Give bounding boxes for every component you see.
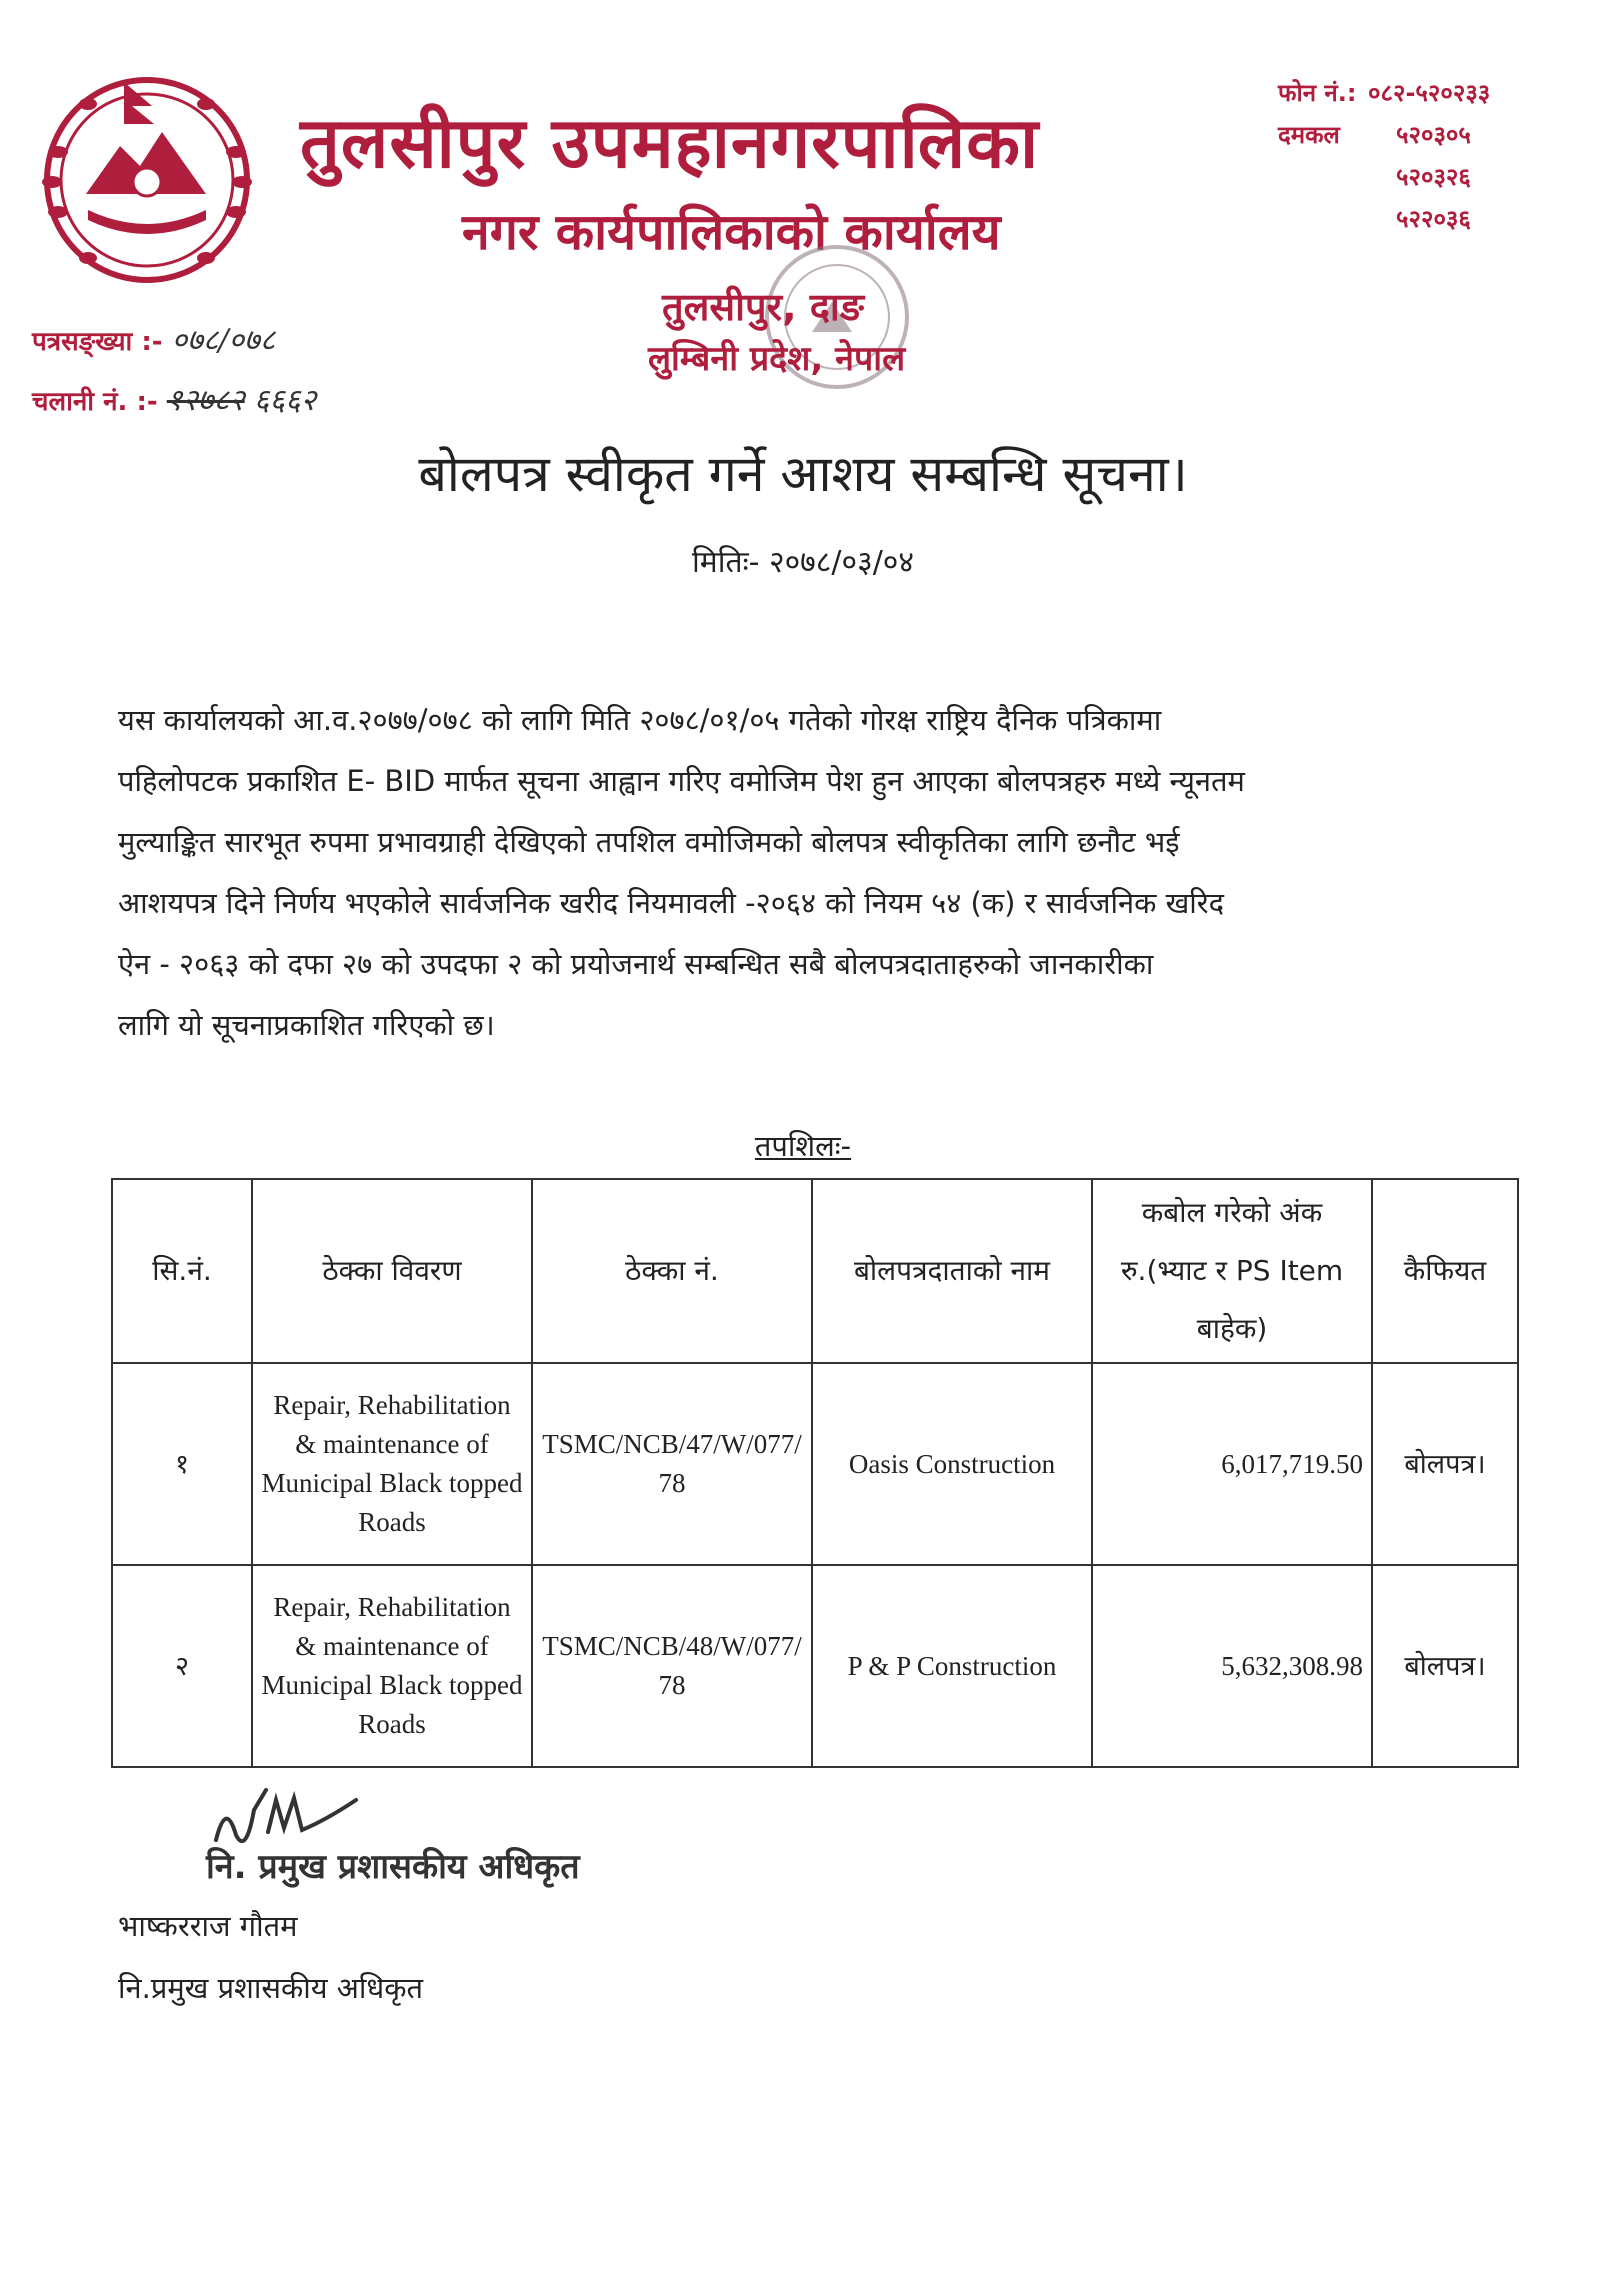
body-line: मुल्याङ्कित सारभूत रुपमा प्रभावग्राही देखिएको तपशिल वमोजिमको बोलपत्र स्वीकृतिका लागि छनौट भई — [118, 825, 1180, 859]
cell-bidder-name: P & P Construction — [812, 1565, 1092, 1767]
cell-remarks: बोलपत्र। — [1372, 1363, 1518, 1565]
table-row — [112, 1363, 1518, 1565]
body-line: आशयपत्र दिने निर्णय भएकोले सार्वजनिक खरीद नियमावली -२०६४ को नियम ५४ (क) र सार्वजनिक खरिद — [118, 886, 1225, 920]
details-heading-wrap — [0, 1126, 1606, 1165]
notice-date: मितिः- २०७८/०३/०४ — [691, 545, 915, 580]
body-line: ऐन - २०६३ को दफा २७ को उपदफा २ को प्रयोजनार्थ सम्बन्धित सबै बोलपत्रदाताहरुको जानकारीका — [118, 947, 1154, 981]
cell-remarks: बोलपत्र। — [1372, 1565, 1518, 1767]
phone-label: फोन नं.: — [1278, 79, 1357, 107]
cell-sn: १ — [112, 1363, 252, 1565]
cell-bid-amount: 6,017,719.50 — [1092, 1363, 1372, 1565]
chalani-struck-value: १२७८२ — [166, 383, 245, 418]
cell-description: Repair, Rehabilitation & maintenance of Municipal Black topped Roads — [252, 1363, 532, 1565]
phone-label — [1278, 198, 1396, 240]
address-city: तुलसीपुर, दाङ — [662, 285, 864, 329]
nepal-emblem-logo — [28, 62, 266, 288]
patra-label: पत्रसङ्ख्या :- — [32, 327, 163, 357]
phone-number: ०८२-५२०२३३ — [1368, 79, 1491, 107]
notice-body — [118, 690, 1508, 1056]
header-bid-amount — [1092, 1179, 1372, 1363]
chalani-label: चलानी नं. :- — [32, 387, 158, 417]
notice-title: बोलपत्र स्वीकृत गर्ने आशय सम्बन्धि सूचना। — [418, 445, 1188, 503]
phone-block — [1278, 72, 1490, 240]
chalani-line — [32, 378, 316, 419]
phone-row — [1278, 72, 1490, 114]
header-amount-line: कबोल गरेको अंक — [1141, 1196, 1323, 1229]
header-contract-no: ठेक्का नं. — [532, 1179, 812, 1363]
patra-value: ०७८/०७८ — [171, 323, 276, 358]
header-description: ठेक्का विवरण — [252, 1179, 532, 1363]
header-sn: सि.नं. — [112, 1179, 252, 1363]
header-bidder-name: बोलपत्रदाताको नाम — [812, 1179, 1092, 1363]
chalani-value: ६६६२ — [253, 383, 317, 418]
cell-bidder-name: Oasis Construction — [812, 1363, 1092, 1565]
header-amount-line: रु.(भ्याट र PS Item — [1120, 1254, 1344, 1287]
body-line: पहिलोपटक प्रकाशित E- BID मार्फत सूचना आह्वान गरिए वमोजिम पेश हुन आएका बोलपत्रहरु मध्ये न्यूनतम — [118, 764, 1245, 798]
phone-number: ५२२०३६ — [1396, 205, 1471, 233]
patra-sankhya-line — [32, 318, 275, 359]
details-heading: तपशिलः- — [754, 1129, 852, 1163]
signatory-name: भाष्कर‍राज गौतम — [118, 1909, 298, 1943]
phone-label — [1278, 156, 1396, 198]
body-line: यस कार्यालयको आ.व.२०७७/०७८ को लागि मिति २०७८/०१/०५ गतेको गोरक्ष राष्ट्रिय दैनिक पत्रिकामा — [118, 703, 1162, 737]
table-header-row — [112, 1179, 1518, 1363]
bid-details-table — [111, 1178, 1519, 1768]
phone-row — [1278, 156, 1490, 198]
signatory-designation: नि.प्रमुख प्रशासकीय अधिकृत — [118, 1971, 424, 2005]
signature-stamp-title: नि. प्रमुख प्रशासकीय अधिकृत — [206, 1847, 580, 1887]
cell-contract-no: TSMC/NCB/48/W/077/78 — [532, 1565, 812, 1767]
address-province: लुम्बिनी प्रदेश, नेपाल — [648, 339, 906, 379]
header-remarks: कैफियत — [1372, 1179, 1518, 1363]
office-subtitle: नगर कार्यपालिकाको कार्यालय — [462, 203, 1001, 261]
header-amount-line: बाहेक) — [1196, 1312, 1268, 1345]
cell-sn: २ — [112, 1565, 252, 1767]
phone-number: ५२०३२६ — [1396, 163, 1471, 191]
office-name: तुलसीपुर उपमहानगरपालिका — [300, 102, 1040, 184]
phone-number: ५२०३०५ — [1396, 121, 1471, 149]
cell-bid-amount: 5,632,308.98 — [1092, 1565, 1372, 1767]
cell-contract-no: TSMC/NCB/47/W/077/78 — [532, 1363, 812, 1565]
table-row — [112, 1565, 1518, 1767]
phone-row — [1278, 198, 1490, 240]
phone-label: दमकल — [1278, 121, 1340, 149]
phone-row — [1278, 114, 1490, 156]
body-line: लागि यो सूचनाप्रकाशित गरिएको छ। — [118, 1008, 495, 1042]
cell-description: Repair, Rehabilitation & maintenance of Municipal Black topped Roads — [252, 1565, 532, 1767]
